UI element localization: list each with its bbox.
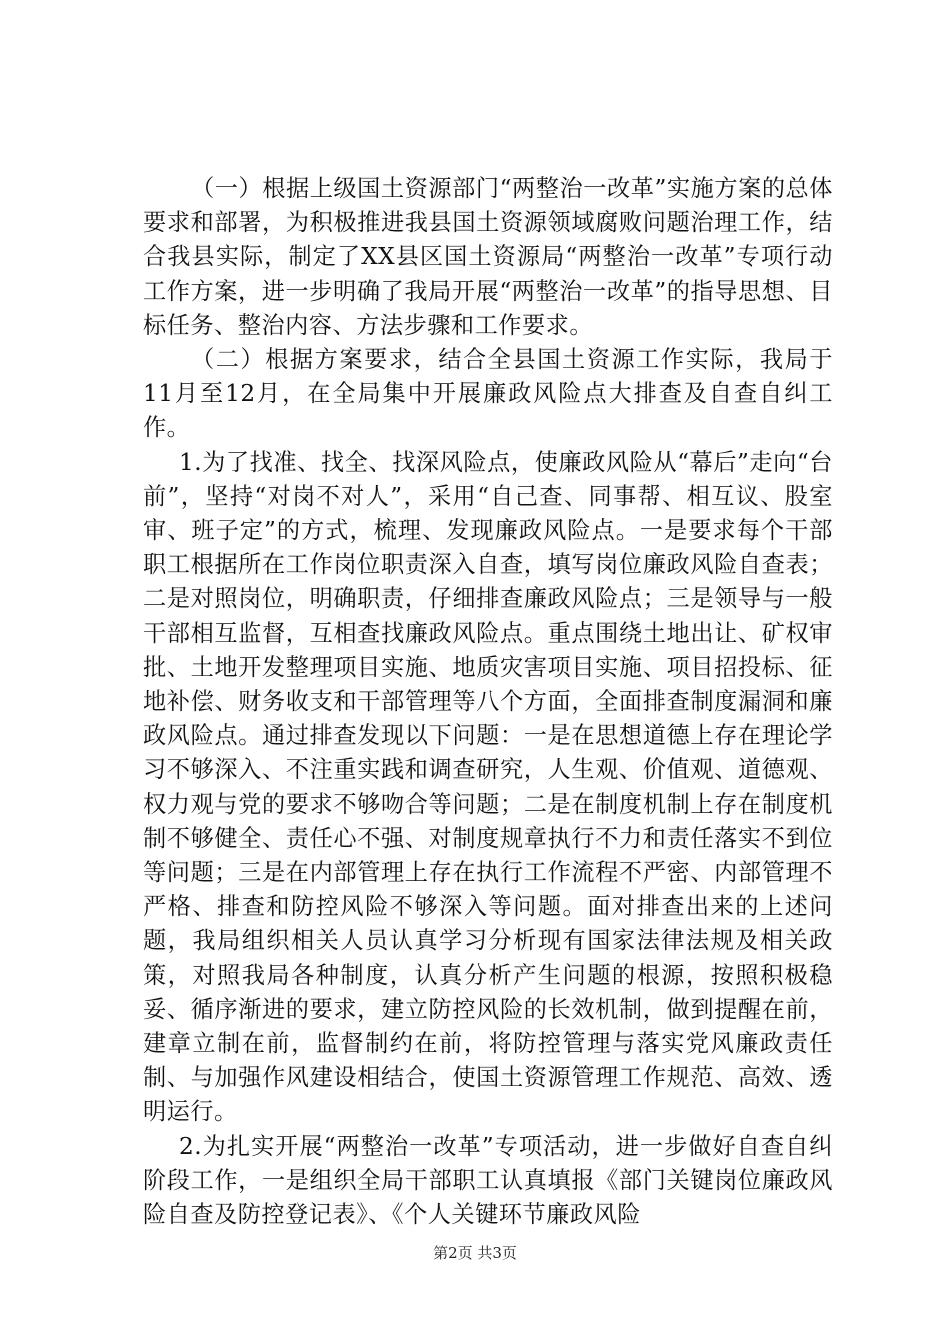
paragraph-two: （二）根据方案要求，结合全县国土资源工作实际，我局于11月至12月，在全局集中开展廉政风险点大排查及自查自纠工作。	[143, 346, 833, 442]
paragraph-item-2: 2.为扎实开展“两整治一改革”专项活动，进一步做好自查自纠阶段工作，一是组织全局干部职工认真填报《部门关键岗位廉政风险自查及防控登记表》、《个人关键环节廉政风险	[143, 1132, 833, 1229]
paragraph-item-1: 1.为了找准、找全、找深风险点，使廉政风险从“幕后”走向“台前”，坚持“对岗不对人”，采用“自己查、同事帮、相互议、股室审、班子定”的方式，梳理、发现廉政风险点。一是要求每个干部职工根据所在工作岗位职责深入自查，填写岗位廉政风险自查表；二是对照岗位，明确职责，仔细排查廉政风险点；三是领导与一般干部相互监督，互相查找廉政风险点。重点围绕土地出让、矿权审批、土地开发整理项目实施、地质灾害项目实施、项目招投标、征地补偿、财务收支和干部管理等八个方面，全面排查制度漏洞和廉政风险点。通过排查发现以下问题：一是在思想道德上存在理论学习不够深入、不注重实践和调查研究，人生观、价值观、道德观、权力观与党的要求不够吻合等问题；二是在制度机制上存在制度机制不够健全、责任心不强、对制度规章执行不力和责任落实不到位等问题；三是在内部管理上存在执行工作流程不严密、内部管理不严格、排查和防控风险不够深入等问题。面对排查出来的上述问题，我局组织相关人员认真学习分析现有国家法律法规及相关政策，对照我局各种制度，认真分析产生问题的根源，按照积极稳妥、循序渐进的要求，建立防控风险的长效机制，做到提醒在前，建章立制在前，监督制约在前，将防控管理与落实党风廉政责任制、与加强作风建设相结合，使国土资源管理工作规范、高效、透明运行。	[143, 448, 833, 1126]
paragraph-one: （一）根据上级国土资源部门“两整治一改革”实施方案的总体要求和部署，为积极推进我县国土资源领域腐败问题治理工作，结合我县实际，制定了XX县区国土资源局“两整治一改革”专项行动工作方案，进一步明确了我局开展“两整治一改革”的指导思想、目标任务、整治内容、方法步骤和工作要求。	[143, 175, 833, 339]
page-number-footer: 第2页 共3页	[433, 1244, 517, 1262]
document-body	[143, 172, 833, 1232]
